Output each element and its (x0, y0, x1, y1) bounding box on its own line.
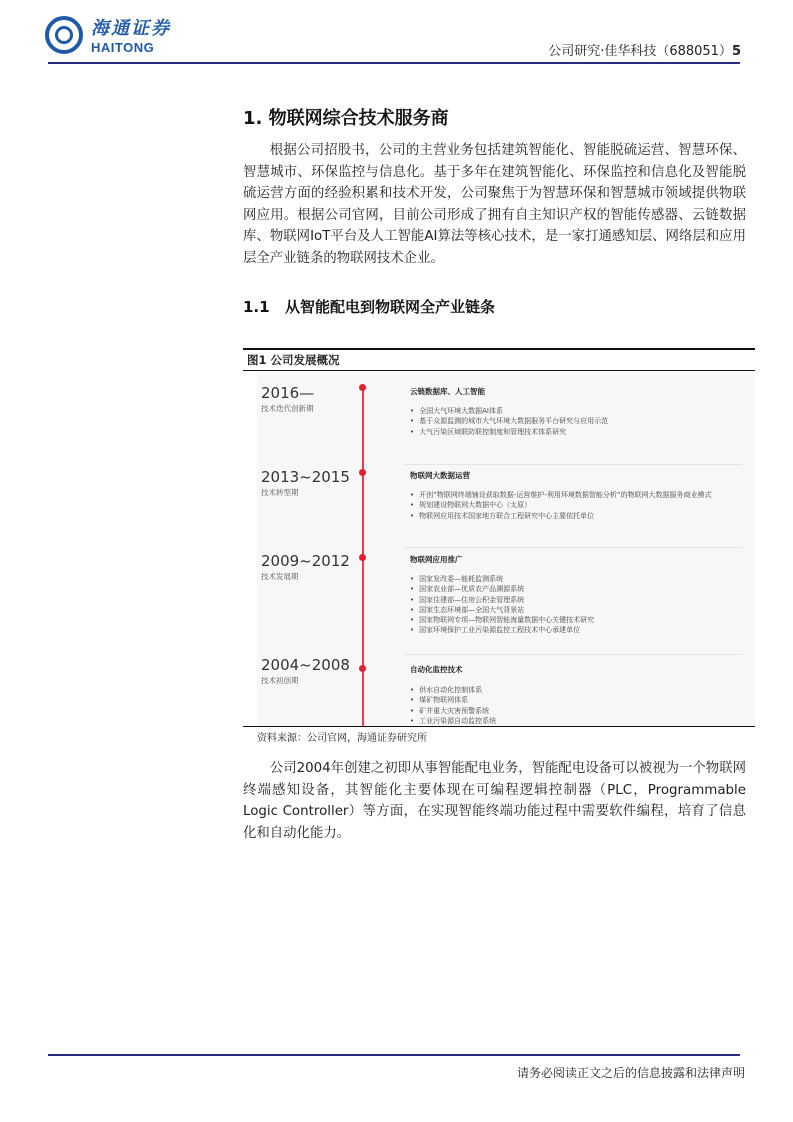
footer-divider (48, 1054, 740, 1056)
list-item: • 煤矿物联网体系 (410, 695, 496, 705)
separator (404, 547, 742, 548)
timeline-dot (359, 665, 366, 672)
list-item: • 供水自动化控制体系 (410, 685, 496, 695)
era-title: 物联网应用推广 (410, 555, 463, 564)
logo-en: HAITONG (91, 40, 155, 55)
section-title: 1. 物联网综合技术服务商 (243, 108, 449, 129)
list-item: • 物联网应用技术国家地方联合工程研究中心主要依托单位 (410, 511, 711, 521)
era-year: 2016— (261, 384, 315, 402)
list-item: • 全国大气环境大数据AI体系 (410, 406, 608, 416)
era-title: 物联网大数据运营 (410, 471, 470, 480)
era-items (410, 406, 608, 437)
footer-disclaimer: 请务必阅读正文之后的信息披露和法律声明 (516, 1066, 745, 1080)
era-phase: 技术发展期 (261, 572, 299, 581)
header-divider (48, 62, 740, 64)
list-item: • 国家物联网专项—物联网智能海量数据中心关键技术研究 (410, 615, 594, 625)
list-item: • 国家农业部—优质农产品溯源系统 (410, 584, 594, 594)
list-item: • 大气污染区域联防联控制度和管理技术体系研究 (410, 427, 608, 437)
timeline-figure (257, 372, 755, 726)
subsection-number: 1.1 (243, 298, 270, 316)
subsection-title (243, 296, 495, 317)
list-item: • 国家环境保护工业污染源监控工程技术中心承建单位 (410, 625, 594, 635)
era-2009 (261, 552, 350, 582)
era-title: 自动化监控技术 (410, 665, 463, 674)
list-item: • 基于众源监测的城市大气环境大数据服务平台研究与应用示范 (410, 416, 608, 426)
page-number: 5 (731, 44, 741, 59)
era-items (410, 685, 496, 726)
era-phase: 技术初创期 (261, 676, 299, 685)
list-item: • 国家发改委—能耗监测系统 (410, 574, 594, 584)
era-title: 云链数据库、人工智能 (410, 387, 485, 396)
era-2004 (261, 656, 350, 686)
haitong-logo (45, 14, 171, 55)
era-year: 2009~2012 (261, 552, 350, 570)
era-year: 2004~2008 (261, 656, 350, 674)
logo-cn: 海通证券 (91, 18, 171, 39)
subsection-text: 从智能配电到物联网全产业链条 (285, 298, 496, 316)
era-2013 (261, 468, 350, 498)
era-phase: 技术转型期 (261, 488, 299, 497)
list-item: • 国家住建部—住房公积金管理系统 (410, 595, 594, 605)
figure-title-rule (243, 370, 755, 371)
figure-top-rule (243, 348, 755, 350)
report-name: 公司研究·佳华科技（688051） (548, 44, 732, 59)
timeline-dot (359, 554, 366, 561)
timeline-dot (359, 469, 366, 476)
era-phase: 技术迭代创新期 (261, 404, 314, 413)
figure-bottom-rule (243, 726, 755, 727)
list-item: • 规划建设物联网大数据中心（太原） (410, 500, 711, 510)
figure-source: 资料来源：公司官网，海通证券研究所 (257, 733, 427, 744)
list-item: • 国家生态环境部—全国大气背景站 (410, 605, 594, 615)
separator (404, 464, 742, 465)
paragraph-2: 公司2004年创建之初即从事智能配电业务，智能配电设备可以被视为一个物联网终端感知设备，其智能化主要体现在可编程逻辑控制器（PLC，Programmable Logic Controller）等方面，在实现智能终端功能过程中需要软件编程，培育了信息化和自动化能力。 (243, 761, 746, 841)
header-report-info (548, 40, 741, 59)
list-item: • 矿井重大灾害预警系统 (410, 706, 496, 716)
era-year: 2013~2015 (261, 468, 350, 486)
era-items (410, 574, 594, 636)
logo-icon (45, 16, 83, 54)
era-items (410, 490, 711, 521)
separator (404, 654, 742, 655)
paragraph-1: 根据公司招股书，公司的主营业务包括建筑智能化、智能脱硫运营、智慧环保、智慧城市、环保监控与信息化。基于多年在建筑智能化、环保监控和信息化及智能脱硫运营方面的经验积累和技术开发，公司聚焦于为智慧环保和智慧城市领域提供物联网应用。根据公司官网，目前公司形成了拥有自主知识产权的智能传感器、云链数据库、物联网IoT平台及人工智能AI算法等核心技术，是一家打通感知层、网络层和应用层全产业链条的物联网技术企业。 (243, 143, 746, 266)
list-item: • 开创“物联网终端铺设获取数据-运营维护-利用环境数据智能分析”的物联网大数据服务商业模式 (410, 490, 711, 500)
figure-title: 图1 公司发展概况 (247, 353, 340, 367)
timeline-dot (359, 384, 366, 391)
list-item: • 工业污染源自动监控系统 (410, 716, 496, 726)
era-2016 (261, 384, 314, 414)
